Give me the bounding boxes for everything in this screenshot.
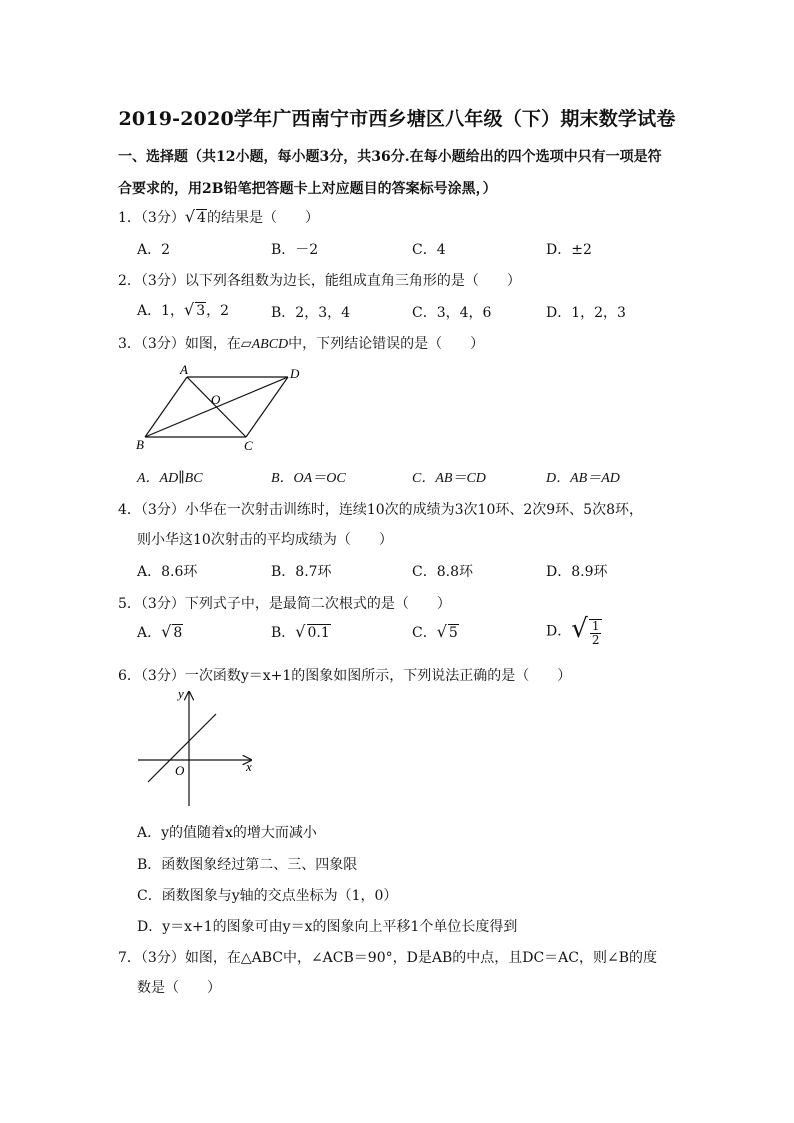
q6-option-a: A．y的值随着x的增大而减小 <box>137 825 317 841</box>
q4-option-c: C．8.8环 <box>412 564 473 580</box>
section-heading-line2: 合要求的，用2B铅笔把答题卡上对应题目的答案标号涂黑，） <box>118 181 497 197</box>
label-c: C <box>244 438 253 453</box>
question-2-stem: 2．（3分）以下列各组数为边长，能组成直角三角形的是（ ） <box>118 273 521 289</box>
q5-option-a: A．√ 8 <box>137 622 183 641</box>
q4-option-d: D．8.9环 <box>546 564 608 580</box>
sqrt-one-half: √ $\frac{1}{2}$ <box>571 614 602 647</box>
question-5-stem: 5．（3分）下列式子中，是最简二次根式的是（ ） <box>118 596 451 612</box>
sqrt-0-1: √ 0.1 <box>295 622 330 641</box>
q2-option-a: A．1，√ 3，2 <box>137 300 230 319</box>
question-6-stem: 6．（3分）一次函数y＝x+1的图象如图所示，下列说法正确的是（ ） <box>118 668 572 684</box>
section-heading-line1: 一、选择题（共12小题，每小题3分，共36分.在每小题给出的四个选项中只有一项是符 <box>118 149 662 165</box>
label-x-axis: x <box>246 759 252 774</box>
parallelogram-abcd: ▱ABCD <box>240 337 289 352</box>
label-d: D <box>290 366 300 381</box>
q1-option-a: A．2 <box>137 242 171 258</box>
page-title: 2019-2020学年广西南宁市西乡塘区八年级（下）期末数学试卷 <box>118 108 676 130</box>
question-7-line2: 数是（ ） <box>137 980 221 996</box>
q1-option-b: B．－2 <box>271 242 319 258</box>
linear-function-graph <box>130 684 265 812</box>
q3-option-d: D．AB＝AD <box>546 471 620 486</box>
question-4-line1: 4．（3分）小华在一次射击训练时，连续10次的成绩为3次10环、2次9环、5次8环， <box>118 502 643 518</box>
q1-prefix: 1．（3分） <box>118 210 185 226</box>
q2-option-d: D．1，2，3 <box>546 305 626 321</box>
q5-option-c: C．√ 5 <box>412 622 458 641</box>
label-o: O <box>211 392 221 407</box>
q4-option-a: A．8.6环 <box>137 564 198 580</box>
parallelogram-figure <box>130 360 310 455</box>
sqrt-5: √ 5 <box>436 622 458 641</box>
label-origin: O <box>175 763 185 778</box>
sqrt-8: √ 8 <box>161 622 183 641</box>
question-3-stem: 3．（3分）如图，在▱ABCD中，下列结论错误的是（ ） <box>118 336 485 352</box>
q2-option-b: B．2，3，4 <box>271 305 351 321</box>
q1-option-c: C．4 <box>412 242 446 258</box>
q4-option-b: B．8.7环 <box>271 564 332 580</box>
q3-option-a: A．AD∥BC <box>137 471 203 486</box>
q2-option-c: C．3，4，6 <box>412 305 492 321</box>
question-1-stem <box>118 207 319 227</box>
q5-option-d: D．√ $\frac{1}{2}$ <box>546 614 602 647</box>
q1-suffix: 的结果是（ ） <box>206 210 319 226</box>
question-7-line1: 7．（3分）如图，在△ABC中，∠ACB＝90°，D是AB的中点，且DC＝AC，则∠B的度 <box>118 950 658 966</box>
question-4-line2: 则小华这10次射击的平均成绩为（ ） <box>137 532 393 548</box>
q6-option-d: D．y＝x+1的图象可由y＝x的图象向上平移1个单位长度得到 <box>137 919 518 935</box>
q1-option-d: D．±2 <box>546 242 592 258</box>
q6-option-c: C．函数图象与y轴的交点坐标为（1，0） <box>137 888 398 904</box>
label-a: A <box>180 362 188 377</box>
q3-option-b: B．OA＝OC <box>271 471 346 486</box>
q3-option-c: C．AB＝CD <box>412 471 486 486</box>
q6-option-b: B．函数图象经过第二、三、四象限 <box>137 857 358 873</box>
sqrt-4: √ 4 <box>184 207 206 226</box>
label-b: B <box>136 437 144 452</box>
q5-option-b: B．√ 0.1 <box>271 622 330 641</box>
label-y-axis: y <box>178 686 184 701</box>
